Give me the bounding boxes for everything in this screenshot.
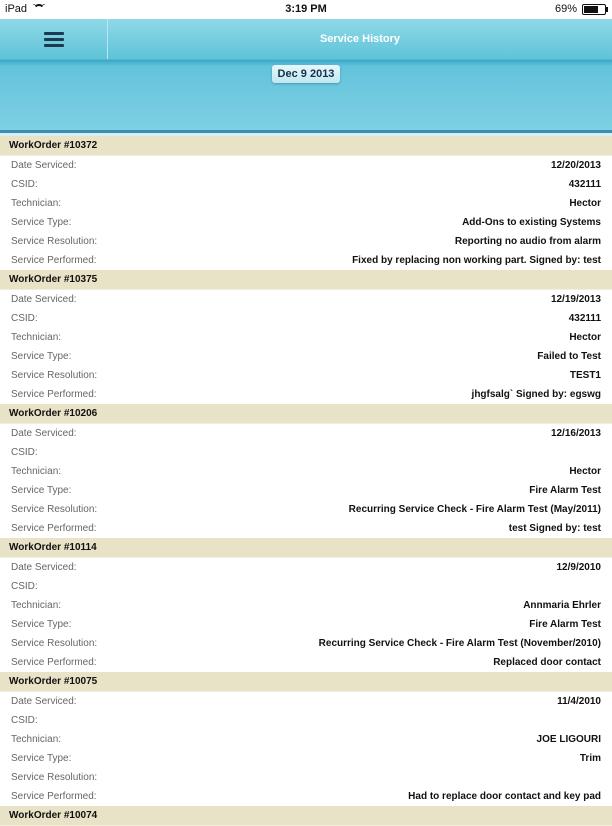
detail-row-date-serviced: [0, 424, 612, 443]
detail-row-technician: [0, 328, 612, 347]
detail-row-csid: [0, 309, 612, 328]
detail-row-csid: [0, 577, 612, 596]
detail-row-technician: [0, 194, 612, 213]
field-label: Service Type:: [11, 485, 72, 496]
detail-row-technician: [0, 462, 612, 481]
work-order-header[interactable]: WorkOrder #10375: [0, 270, 612, 290]
field-label: Service Resolution:: [11, 504, 98, 515]
field-value: Replaced door contact: [493, 657, 601, 668]
field-value: 432111: [568, 179, 601, 190]
field-label: CSID:: [11, 179, 38, 190]
work-order-header[interactable]: WorkOrder #10372: [0, 136, 612, 156]
field-label: Service Resolution:: [11, 772, 98, 783]
field-label: Date Serviced:: [11, 294, 77, 305]
page-title: Service History: [319, 33, 401, 45]
detail-row-date-serviced: [0, 156, 612, 175]
field-label: Technician:: [11, 466, 62, 477]
field-label: CSID:: [11, 581, 38, 592]
field-label: Date Serviced:: [11, 562, 77, 573]
field-value: Recurring Service Check - Fire Alarm Test (November/2010): [318, 638, 601, 649]
detail-row-service-resolution: [0, 366, 612, 385]
field-value: test Signed by: test: [508, 523, 601, 534]
field-value: Fixed by replacing non working part. Signed by: test: [352, 255, 601, 266]
work-order-header[interactable]: WorkOrder #10206: [0, 404, 612, 424]
work-order-list: [0, 136, 612, 826]
detail-row-service-resolution: [0, 634, 612, 653]
status-right: [555, 3, 606, 15]
field-label: Service Resolution:: [11, 236, 98, 247]
field-value: 12/20/2013: [550, 160, 601, 171]
field-label: Service Resolution:: [11, 638, 98, 649]
field-label: Service Type:: [11, 619, 72, 630]
detail-row-service-performed: [0, 519, 612, 538]
field-value: 12/19/2013: [550, 294, 601, 305]
field-value: Failed to Test: [537, 351, 601, 362]
detail-row-csid: [0, 711, 612, 730]
field-value: 12/16/2013: [550, 428, 601, 439]
field-value: jhgfsalg` Signed by: egswg: [471, 389, 601, 400]
hamburger-menu-icon: [44, 29, 64, 50]
detail-row-service-type: [0, 749, 612, 768]
date-header: Dec 9 2013: [272, 65, 340, 83]
field-label: CSID:: [11, 715, 38, 726]
battery-percent: 69%: [554, 3, 577, 15]
detail-row-technician: [0, 596, 612, 615]
field-value: Hector: [569, 198, 601, 209]
menu-button[interactable]: [0, 19, 108, 59]
detail-row-technician: [0, 730, 612, 749]
field-label: Date Serviced:: [11, 160, 77, 171]
field-label: Service Performed:: [11, 657, 97, 668]
status-time: 3:19 PM: [285, 3, 327, 15]
detail-row-date-serviced: [0, 290, 612, 309]
field-value: Fire Alarm Test: [529, 619, 601, 630]
detail-row-service-resolution: [0, 232, 612, 251]
device-name: iPad: [5, 3, 28, 15]
work-order-header[interactable]: WorkOrder #10114: [0, 538, 612, 558]
detail-row-service-performed: [0, 385, 612, 404]
field-value: 432111: [568, 313, 601, 324]
field-value: Hector: [569, 332, 601, 343]
detail-row-service-type: [0, 481, 612, 500]
detail-row-service-performed: [0, 251, 612, 270]
field-label: Service Performed:: [11, 523, 97, 534]
field-label: CSID:: [11, 313, 38, 324]
field-value: Fire Alarm Test: [529, 485, 601, 496]
field-label: Date Serviced:: [11, 428, 77, 439]
field-label: Service Type:: [11, 217, 72, 228]
field-label: Service Performed:: [11, 255, 97, 266]
detail-row-service-performed: [0, 653, 612, 672]
field-label: Service Performed:: [11, 791, 97, 802]
nav-bar: [0, 19, 612, 60]
field-value: Reporting no audio from alarm: [454, 236, 601, 247]
field-label: Technician:: [11, 734, 62, 745]
field-value: Add-Ons to existing Systems: [462, 217, 601, 228]
field-label: CSID:: [11, 447, 38, 458]
detail-row-service-type: [0, 347, 612, 366]
field-value: Trim: [579, 753, 601, 764]
detail-row-service-type: [0, 615, 612, 634]
field-value: TEST1: [569, 370, 601, 381]
field-value: Had to replace door contact and key pad: [408, 791, 601, 802]
field-label: Service Type:: [11, 351, 72, 362]
field-value: Annmaria Ehrler: [523, 600, 601, 611]
field-label: Technician:: [11, 332, 62, 343]
field-value: 11/4/2010: [557, 696, 601, 707]
field-label: Service Type:: [11, 753, 72, 764]
field-label: Date Serviced:: [11, 696, 77, 707]
field-label: Technician:: [11, 600, 62, 611]
detail-row-date-serviced: [0, 692, 612, 711]
detail-row-date-serviced: [0, 558, 612, 577]
field-value: Hector: [569, 466, 601, 477]
detail-row-csid: [0, 443, 612, 462]
work-order-header[interactable]: WorkOrder #10075: [0, 672, 612, 692]
field-value: Recurring Service Check - Fire Alarm Test (May/2011): [348, 504, 601, 515]
field-label: Service Performed:: [11, 389, 97, 400]
detail-row-service-performed: [0, 787, 612, 806]
field-value: 12/9/2010: [556, 562, 601, 573]
status-bar: [0, 0, 612, 19]
detail-row-service-type: [0, 213, 612, 232]
field-label: Technician:: [11, 198, 62, 209]
detail-row-csid: [0, 175, 612, 194]
battery-icon: [582, 4, 606, 15]
date-banner: [0, 60, 612, 133]
detail-row-service-resolution: [0, 768, 612, 787]
detail-row-service-resolution: [0, 500, 612, 519]
field-value: JOE LIGOURI: [536, 734, 601, 745]
field-label: Service Resolution:: [11, 370, 98, 381]
work-order-header[interactable]: WorkOrder #10074: [0, 806, 612, 826]
